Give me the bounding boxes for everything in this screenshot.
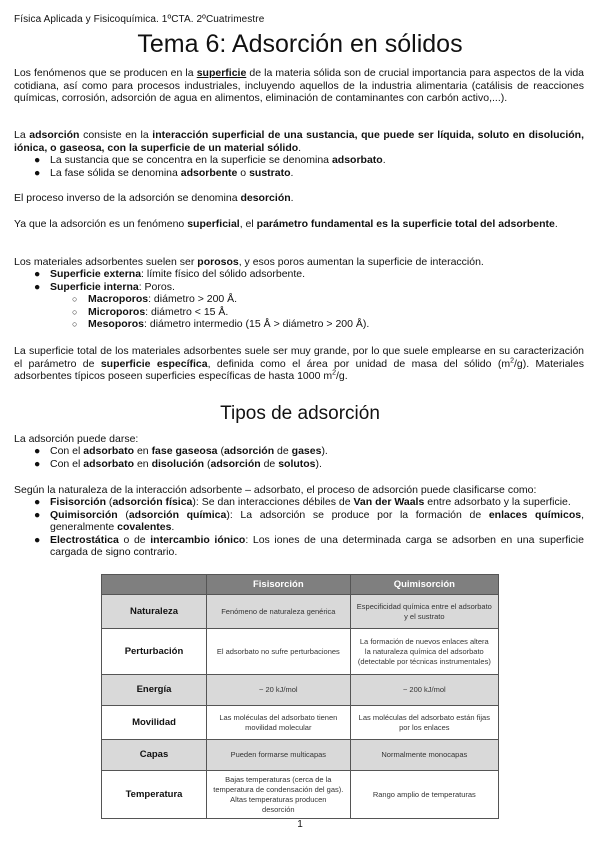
paragraph-adsorcion: La adsorción consiste en la interacción superficial de una sustancia, que puede ser líquida, soluto en disolución, iónica, o gaseosa, con la superficie de un material sólido. [14,129,584,154]
paragraph-intro: Los fenómenos que se producen en la superficie de la materia sólida son de crucial importancia para aspectos de la vida cotidiana, así como para procesos industriales, incluyendo aquellos de la industria alimentaria (catálisis de reacciones químicas, corrosión, adsorción de agua en alimentos, eliminación de contaminantes con carbón activo,...). [14,67,584,104]
table-row-header: Perturbación [102,629,207,675]
table-cell: Especificidad química entre el adsorbato y el sustrato [350,595,498,629]
table-cell: Bajas temperaturas (cerca de la temperatura de condensación del gas). Altas temperaturas producen desorción [207,771,351,819]
table-row [102,771,499,819]
table-cell: Normalmente monocapas [350,740,498,771]
table-row [102,629,499,675]
table-row [102,740,499,771]
paragraph-superficie-especifica: La superficie total de los materiales adsorbentes suele ser muy grande, por lo que suele emplearse en su caracterización el parámetro de superficie específica, definida como el área por unidad de masa del sólido $(m^2/g)$. Materiales adsorbentes típicos poseen superficies específicas de hasta 1000 $m^2/g$. [14,345,584,382]
table-cell: Fenómeno de naturaleza genérica [207,595,351,629]
table-row [102,675,499,706]
paragraph-superficial: Ya que la adsorción es un fenómeno superficial, el parámetro fundamental es la superficie total del adsorbente. [14,218,558,230]
list-item: ● Superficie externa: límite físico del sólido adsorbente. [34,268,306,280]
table-row-header: Capas [102,740,207,771]
list-item: ● Quimisorción (adsorción química): La adsorción se produce por la formación de enlaces químicos, generalmente covalentes. [34,508,584,533]
table-cell: El adsorbato no sufre perturbaciones [207,629,351,675]
list-fases [14,445,584,470]
table-cell: Las moléculas del adsorbato tienen movilidad molecular [207,706,351,740]
paragraph-tipos: La adsorción puede darse: [14,433,139,445]
table-cell: ~ 200 kJ/mol [350,675,498,706]
table-row-header: Temperatura [102,771,207,819]
table-row [102,595,499,629]
page-title: Tema 6: Adsorción en sólidos [137,30,463,58]
table-cell: ~ 20 kJ/mol [207,675,351,706]
table-header-cell [102,575,207,595]
section-title: Tipos de adsorción [220,403,380,424]
table-header-row [102,575,499,595]
table-header-cell: Fisisorción [207,575,351,595]
list-item: ● Con el adsorbato en disolución (adsorción de solutos). [34,457,322,470]
list-item: ○ Microporos: diámetro < 15 Å. [72,305,229,318]
list-item: ○ Mesoporos: diámetro intermedio (15 Å > diámetro > 200 Å). [72,318,370,330]
paragraph-clasificacion: Según la naturaleza de la interacción adsorbente – adsorbato, el proceso de adsorción puede clasificarse como: [14,484,537,496]
list-definitions [14,154,584,179]
list-item: ● La fase sólida se denomina adsorbente o sustrato. [34,166,294,179]
table-cell: La formación de nuevos enlaces altera la naturaleza química del adsorbato (detectable por técnicas instrumentales) [350,629,498,675]
list-item: ● Electrostática o de intercambio iónico: Los iones de una determinada carga se adsorben en una superficie cargada de signo contrario. [34,533,584,558]
paragraph-desorcion: El proceso inverso de la adsorción se denomina desorción. [14,192,294,204]
table-row-header: Energía [102,675,207,706]
list-item: ● La sustancia que se concentra en la superficie se denomina adsorbato. [34,154,386,166]
list-item: ○ Macroporos: diámetro > 200 Å. [72,293,238,305]
list-tipos-adsorcion [14,496,584,559]
table-cell: Pueden formarse multicapas [207,740,351,771]
paragraph-porosos: Los materiales adsorbentes suelen ser porosos, y esos poros aumentan la superficie de interacción. [14,256,484,268]
page-header: Física Aplicada y Fisicoquímica. 1ºCTA. 2ºCuatrimestre [14,14,265,25]
list-item: ● Con el adsorbato en fase gaseosa (adsorción de gases). [34,445,328,457]
comparison-table [101,574,499,819]
table-cell: Rango amplio de temperaturas [350,771,498,819]
table-row-header: Movilidad [102,706,207,740]
table-header-cell: Quimisorción [350,575,498,595]
list-item: ● Superficie interna: Poros. [34,280,175,293]
table-row-header: Naturaleza [102,595,207,629]
table-cell: Las moléculas del adsorbato están fijas por los enlaces [350,706,498,740]
table-row [102,706,499,740]
list-superficies [14,268,584,331]
superficie-term: superficie [196,67,247,79]
list-item: ● Fisisorción (adsorción física): Se dan interacciones débiles de Van der Waals entre adsorbato y la superficie. [34,496,571,508]
page-number: 1 [297,819,303,830]
